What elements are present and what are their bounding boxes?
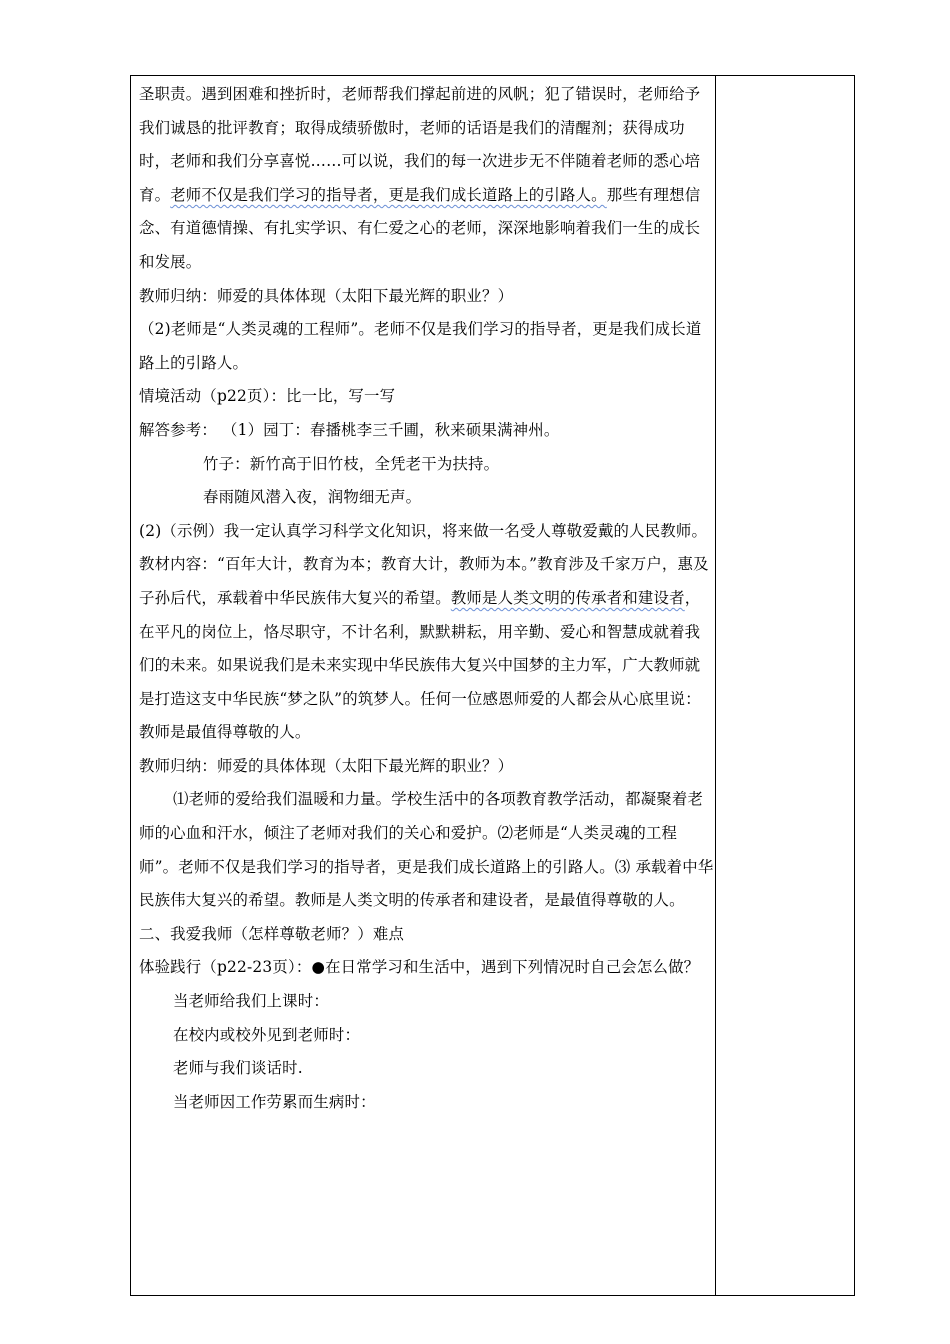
text-segment: 那些有理想信念、有道德情操、有扎实学识、有仁爱之心的老师，深深地影响着我们一生的成长和发展。 bbox=[139, 185, 701, 271]
practice-heading: 体验践行（p22-23页）：●在日常学习和生活中，遇到下列情况时自己会怎么做？ bbox=[139, 958, 700, 977]
document-table bbox=[130, 75, 855, 1296]
practice-item-4: 当老师因工作劳累而生病时： bbox=[173, 1092, 376, 1111]
text-segment: 圣职责。遇到困难和挫折时，老师帮我们撑起前进的风帆；犯了错误时，老师给予我们诚恳的批评教育；取得成绩骄傲时，老师的话语是我们的清醒剂；获得成功时，老师和我们分享喜悦……可以说，我们的每一次进步无不伴随着老师的悉心培育。 bbox=[139, 85, 701, 204]
answer-reference: 解答参考： （1）园丁：春播桃李三千圃，秋来硕果满神州。 bbox=[139, 420, 560, 439]
activity-heading: 情境活动（p22页）：比一比，写一写 bbox=[139, 387, 396, 406]
main-content-cell bbox=[131, 76, 716, 1295]
paragraph-summary-points: ⑴老师的爱给我们温暖和力量。学校生活中的各项教育教学活动，都凝聚着老师的心血和汗水，倾注了老师对我们的关心和爱护。⑵老师是“人类灵魂的工程师”。老师不仅是我们学习的指导者，更是我们成长道路上的引路人。⑶ 承载着中华民族伟大复兴的希望。教师是人类文明的传承者和建设者，是最值得尊敬的人。 bbox=[139, 790, 714, 910]
text-segment: 教材内容：“百年大计，教育为本；教育大计，教师为本。”教育涉及千家万户，惠及子孙后代，承载着中华民族伟大复兴的希望。 bbox=[139, 555, 709, 607]
summary-heading-2: 教师归纳：师爱的具体体现（太阳下最光辉的职业？） bbox=[139, 756, 514, 775]
answer-example: (2)（示例）我一定认真学习科学文化知识，将来做一名受人尊敬爱戴的人民教师。 bbox=[139, 521, 708, 540]
practice-item-2: 在校内或校外见到老师时： bbox=[173, 1025, 361, 1044]
answer-spring-rain: 春雨随风潜入夜，润物细无声。 bbox=[203, 488, 422, 507]
paragraph-engineer-of-soul: （2)老师是“人类灵魂的工程师”。老师不仅是我们学习的指导者，更是我们成长道路上的引路人。 bbox=[139, 320, 702, 372]
practice-item-3: 老师与我们谈话时. bbox=[173, 1059, 303, 1078]
text-segment: ，在平凡的岗位上，恪尽职守，不计名利，默默耕耘，用辛勤、爱心和智慧成就着我们的未来。如果说我们是未来实现中华民族伟大复兴中国梦的主力军，广大教师就是打造这支中华民族“梦之队”的筑梦人。任何一位感恩师爱的人都会从心底里说：教师是最值得尊敬的人。 bbox=[139, 588, 701, 742]
underlined-text: 老师不仅是我们学习的指导者，更是我们成长道路上的引路人。 bbox=[170, 185, 607, 204]
answer-bamboo: 竹子：新竹高于旧竹枝，全凭老干为扶持。 bbox=[203, 454, 500, 473]
underlined-text: 教师是人类文明的传承者和建设者 bbox=[450, 588, 685, 607]
paragraph-teacher-duty bbox=[139, 78, 715, 280]
summary-heading-1: 教师归纳：师爱的具体体现（太阳下最光辉的职业？） bbox=[139, 286, 514, 305]
notes-cell bbox=[716, 76, 854, 1295]
paragraph-textbook-content bbox=[139, 548, 715, 750]
section-heading-2: 二、我爱我师（怎样尊敬老师？）难点 bbox=[139, 924, 405, 943]
practice-item-1: 当老师给我们上课时： bbox=[173, 992, 329, 1011]
